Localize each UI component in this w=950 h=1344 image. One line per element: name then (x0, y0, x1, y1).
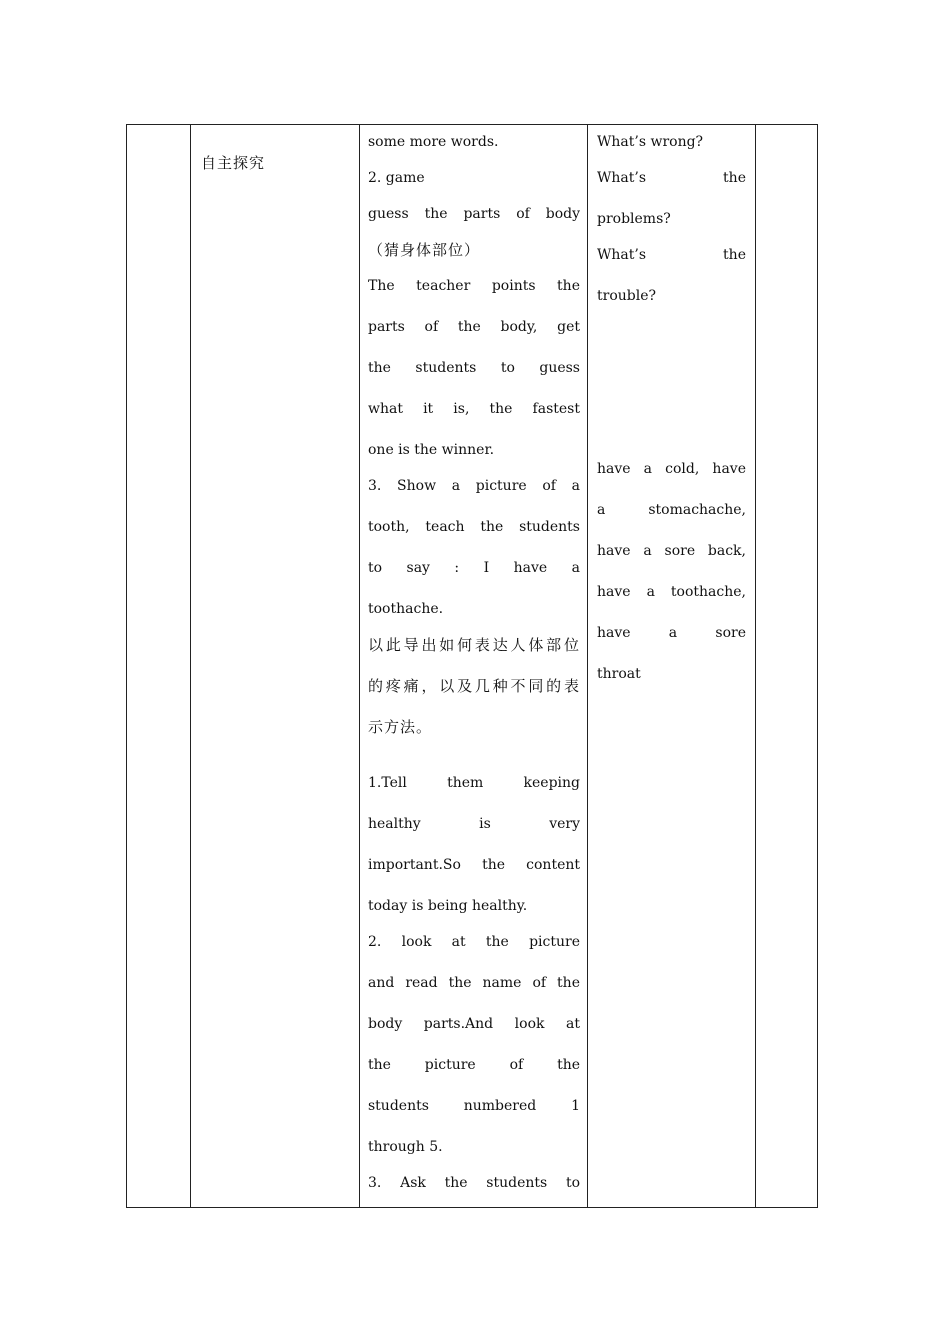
text-line: to say : I have a (368, 560, 580, 576)
text-line: toothache. (368, 601, 444, 617)
text-line: （猜身体部位） (368, 241, 481, 259)
stage-cell (191, 125, 360, 1208)
text-line: students numbered 1 (368, 1098, 580, 1114)
text-line: 3. Show a picture of a (368, 478, 580, 494)
lesson-plan-table (126, 124, 818, 1208)
text-line: healthy is very (368, 816, 580, 832)
text-line: tooth, teach the students (368, 519, 580, 535)
text-line: have a toothache, (597, 584, 746, 600)
text-line: guess the parts of body (368, 206, 580, 222)
text-line: and read the name of the (368, 975, 580, 991)
text-line: today is being healthy. (368, 898, 528, 914)
text-line: 3. Ask the students to (368, 1175, 580, 1191)
text-line: some more words. (368, 134, 499, 150)
text-line: What’s the (597, 170, 746, 186)
text-line: important.So the content (368, 857, 580, 873)
text-line: what it is, the fastest (368, 401, 580, 417)
text-line: 2. game (368, 170, 425, 186)
spacer (597, 320, 746, 457)
spacer (368, 751, 580, 771)
empty-cell-right (756, 125, 818, 1208)
text-line: the students to guess (368, 360, 580, 376)
text-line: have a cold, have (597, 461, 746, 477)
text-line: 的疼痛，以及几种不同的表 (368, 677, 580, 695)
activities-text (360, 125, 587, 1207)
text-line: What’s the (597, 247, 746, 263)
text-line: 示方法。 (368, 718, 433, 736)
stage-label: 自主探究 (201, 154, 266, 172)
language-cell (588, 125, 756, 1208)
text-line: 1.Tell them keeping (368, 775, 580, 791)
text-line: 2. look at the picture (368, 934, 580, 950)
text-line: trouble? (597, 288, 656, 304)
text-line: problems? (597, 211, 671, 227)
text-line: have a sore (597, 625, 746, 641)
text-line: through 5. (368, 1139, 443, 1155)
text-line: The teacher points the (368, 278, 580, 294)
text-line: throat (597, 666, 641, 682)
text-line: parts of the body, get (368, 319, 580, 335)
text-line: What’s wrong? (597, 134, 704, 150)
text-line: 以此导出如何表达人体部位 (368, 636, 580, 654)
text-line: have a sore back, (597, 543, 746, 559)
text-line: the picture of the (368, 1057, 580, 1073)
activities-cell (360, 125, 588, 1208)
text-line: one is the winner. (368, 442, 495, 458)
language-text (588, 125, 755, 698)
empty-cell-left (127, 125, 191, 1208)
text-line: body parts.And look at (368, 1016, 580, 1032)
text-line: a stomachache, (597, 502, 746, 518)
table-row (127, 125, 818, 1208)
